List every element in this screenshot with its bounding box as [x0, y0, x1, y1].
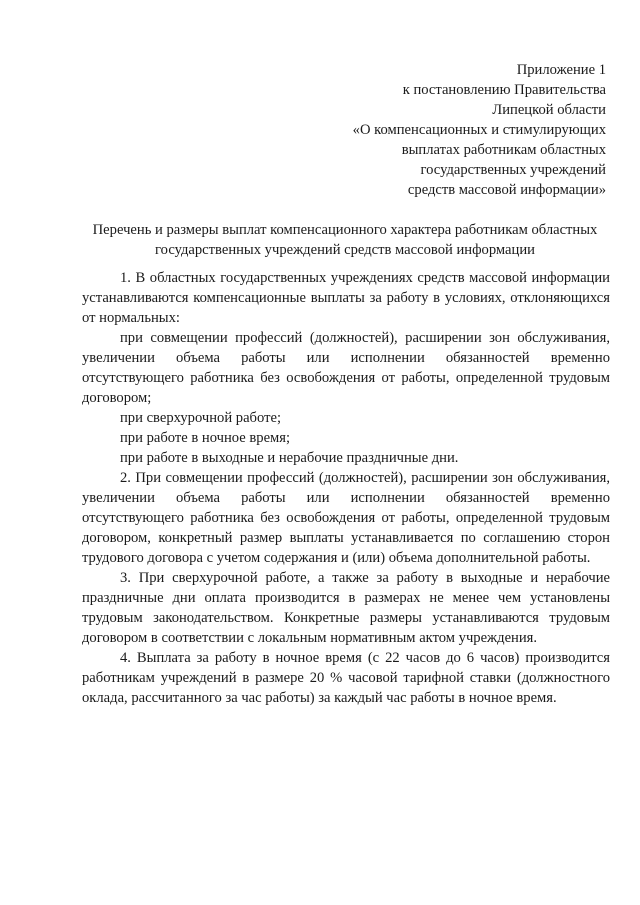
paragraph: 2. При совмещении профессий (должностей), расширении зон обслуживания, увеличении объема работы или исполнении обязанностей временно отсутствующего работника без освобождения от работы, определенной трудовым договором, конкретный размер выплаты устанавливается по соглашению сторон трудового договора с учетом содержания и (или) объема дополнительной работы. [82, 470, 610, 566]
appendix-header [276, 60, 606, 200]
paragraph: при работе в выходные и нерабочие праздничные дни. [120, 450, 459, 466]
appendix-line: Приложение 1 [516, 62, 606, 78]
paragraph: 3. При сверхурочной работе, а также за работу в выходные и нерабочие праздничные дни оплата производится в размерах не менее чем установлены трудовым законодательством. Конкретные размеры устанавливаются трудовым договором в соответствии с локальным нормативным актом учреждения. [82, 570, 610, 646]
paragraph: 1. В областных государственных учреждениях средств массовой информации устанавливаются компенсационные выплаты за работу в условиях, отклоняющихся от нормальных: [82, 270, 610, 326]
paragraph: 4. Выплата за работу в ночное время (с 22 часов до 6 часов) производится работникам учреждений в размере 20 % часовой тарифной ставки (должностного оклада, рассчитанного за час работы) за каждый час работы в ночное время. [82, 650, 610, 706]
paragraph: при сверхурочной работе; [120, 410, 281, 426]
appendix-line: средств массовой информации» [407, 182, 606, 198]
document-title: Перечень и размеры выплат компенсационного характера работникам областных государственных учреждений средств массовой информации [92, 222, 598, 258]
appendix-line: «О компенсационных и стимулирующих [352, 122, 606, 138]
appendix-line: к постановлению Правительства [402, 82, 606, 98]
appendix-line: Липецкой области [492, 102, 606, 118]
paragraph: при совмещении профессий (должностей), расширении зон обслуживания, увеличении объема работы или исполнении обязанностей временно отсутствующего работника без освобождения от работы, определенной трудовым договором; [82, 330, 610, 406]
appendix-line: выплатах работникам областных [401, 142, 606, 158]
paragraph: при работе в ночное время; [120, 430, 291, 446]
document-body [82, 268, 610, 708]
appendix-line: государственных учреждений [420, 162, 606, 178]
